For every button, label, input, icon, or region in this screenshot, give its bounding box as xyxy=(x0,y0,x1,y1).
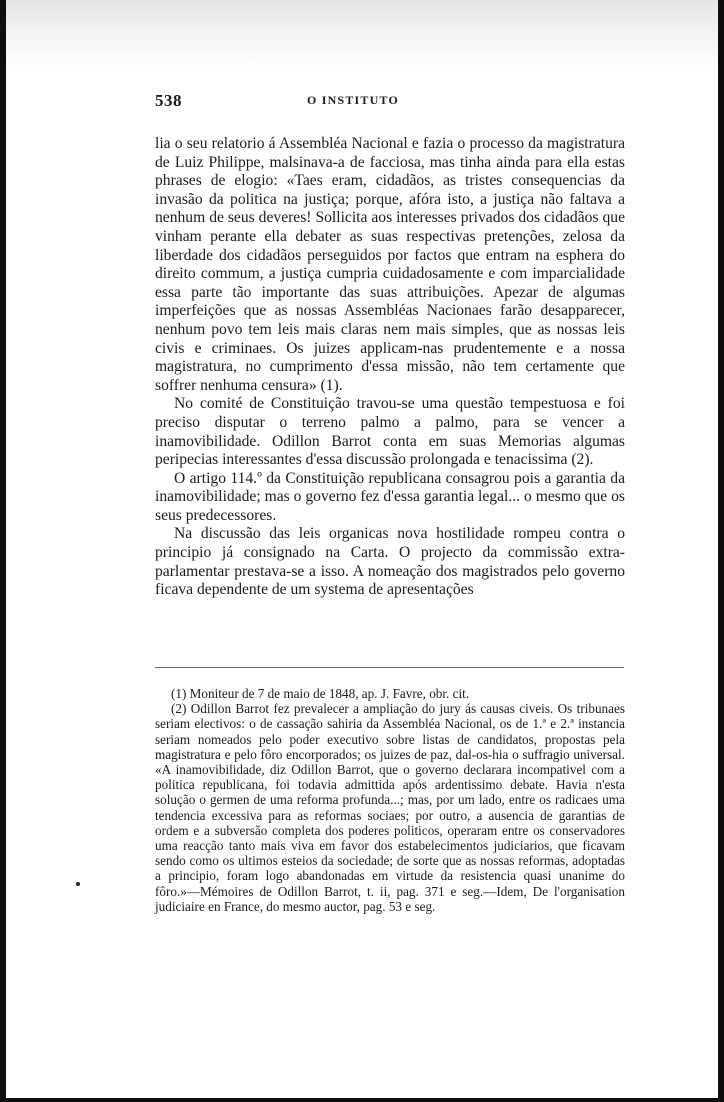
paragraph: O artigo 114.º da Constituição republicana consagrou pois a garantia da inamovibilidade; mas o governo fez d'essa garantia legal... o mesmo que os seus predecessores. xyxy=(155,469,625,524)
paragraph: Na discussão das leis organicas nova hostilidade rompeu contra o principio já consignado na Carta. O projecto da commissão extra-parlamentar prestava-se a isso. A nomeação dos magistrados pelo governo ficava dependente de um systema de apresentações xyxy=(155,525,625,599)
paragraph: No comité de Constituição travou-se uma questão tempestuosa e foi preciso disputar o terreno palmo a palmo, para se vencer a inamovibilidade. Odillon Barrot conta em suas Memorias algumas peripecias interessantes d'essa discussão prolongada e tenacissima (2). xyxy=(155,395,625,469)
margin-ink-dot xyxy=(76,882,80,886)
page-header xyxy=(155,91,625,113)
footnotes xyxy=(155,686,625,914)
page-number: 538 xyxy=(155,91,182,110)
footnote: (2) Odillon Barrot fez prevalecer a ampliação do jury ás causas civeis. Os tribunaes seriam electivos: o de cassação sahiria da Assembléa Nacional, os de 1.ª e 2.ª instancia seriam nomeados pelo poder executivo sobre listas de candidatos, propostas pela magistratura e pelo fôro encorporados; os juizes de paz, dal-os-hia o suffragio universal. «A inamovibilidade, diz Odillon Barrot, que o governo declarara incompativel com a politica republicana, foi todavia admittida após ardentissimo debate. Havia n'esta solução o germen de uma reforma profunda...; mas, por um lado, entre os radicaes uma tendencia excessiva para as reformas sociaes; por outro, a ausencia de garantias de ordem e a subversão completa dos poderes politicos, operaram entre os conservadores uma reacção tanto mais viva em favor dos estabelecimentos judiciarios, que ficavam sendo como os ultimos esteios da sociedade; de sorte que as nossas reformas, adoptadas a principio, foram logo abandonadas em virtude da resistencia quasi unanime do fôro.»—Mémoires de Odillon Barrot, t. ii, pag. 371 e seg.—Idem, De l'organisation judiciaire en France, do mesmo auctor, pag. 53 e seg. xyxy=(155,701,625,914)
footnote-divider xyxy=(155,667,624,668)
footnote: (1) Moniteur de 7 de maio de 1848, ap. J. Favre, obr. cit. xyxy=(171,686,470,701)
scan-border-right xyxy=(718,0,724,1102)
paragraph-continued: lia o seu relatorio á Assembléa Nacional e fazia o processo da magistratura de Luiz Philippe, malsinava-a de facciosa, mas tinha ainda para ella estas phrases de elogio: «Taes eram, cidadãos, as tristes consequencias da invasão da politica na justiça; porque, afóra isto, a justiça não faltava a nenhum de seus deveres! Sollicita aos interesses privados dos cidadãos que vinham perante ella debater as suas respectivas pretenções, zelosa da liberdade dos cidadãos perseguidos por factos que entram na esphera do direito commum, a justiça cumpria cuidadosamente e com imparcialidade essa parte tão importante das suas attribuições. Apezar de algumas imperfeições que as nossas Assembléas Nacionaes farão desapparecer, nenhum povo tem leis mais claras nem mais simples, que as nossas leis civis e criminaes. Os juizes applicam-nas prudentemente e a nossa magistratura, no cumprimento d'essa missão, não tem certamente que soffrer nenhuma censura» (1). xyxy=(155,135,625,394)
scan-border-left xyxy=(0,0,6,1102)
scan-shadow-top xyxy=(6,0,718,70)
main-text xyxy=(155,135,625,600)
running-title: O INSTITUTO xyxy=(307,93,400,107)
scan-border-bottom xyxy=(0,1098,724,1102)
